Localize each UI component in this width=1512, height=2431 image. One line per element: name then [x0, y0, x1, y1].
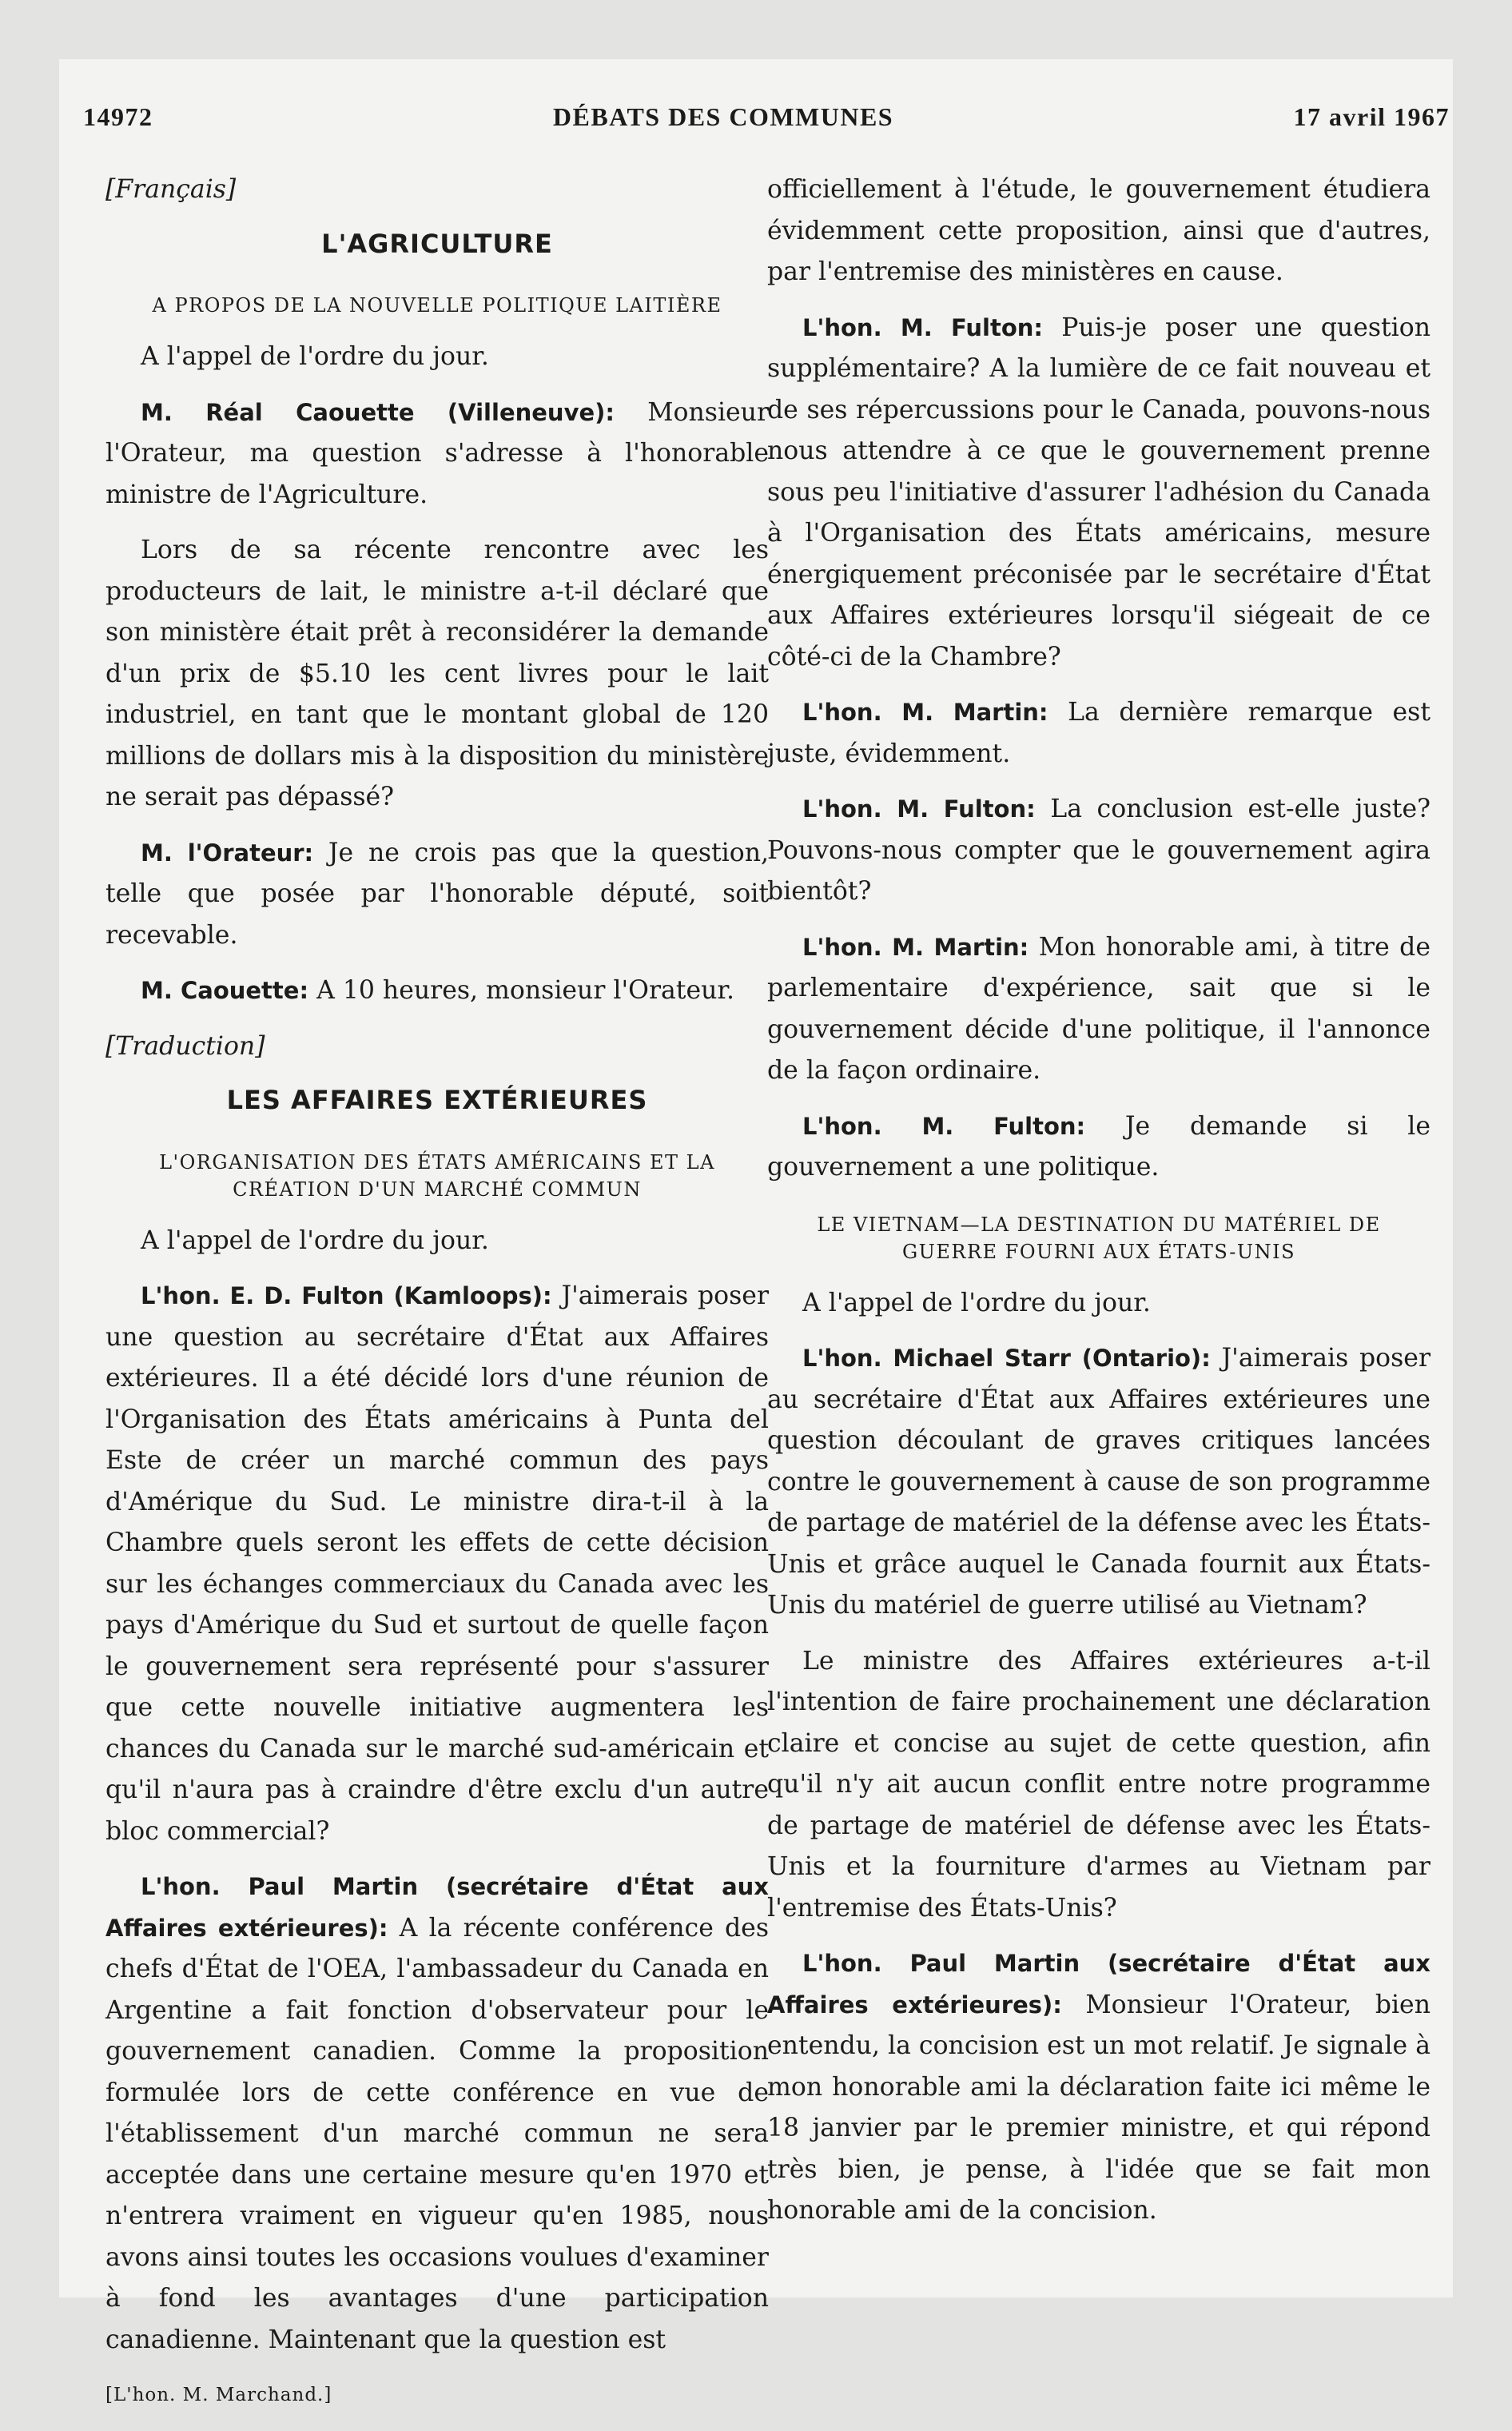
paragraph: A l'appel de l'ordre du jour. [802, 1288, 1151, 1317]
left-column [105, 169, 769, 2431]
section-heading: L'AGRICULTURE [321, 228, 553, 259]
subsection-heading: L'ORGANISATION DES ÉTATS AMÉRICAINS ET LA CRÉATION D'UN MARCHÉ COMMUN [159, 1150, 715, 1201]
speech-text: La conclusion est-elle juste? Pouvons-nous compter que le gouvernement agira bientôt? [767, 795, 1430, 906]
right-column [767, 169, 1430, 2246]
speaker-name: L'hon. M. Fulton: [802, 795, 1036, 823]
speech-text: Je demande si le gouvernement a une politique. [767, 1111, 1431, 1182]
speaker-name: L'hon. Paul Martin (secrétaire d'État aux Affaires extérieures): [105, 1873, 769, 1942]
speaker-name: M. Réal Caouette (Villeneuve): [141, 398, 615, 426]
speaker-name: L'hon. M. Martin: [802, 699, 1048, 726]
speech-text: A 10 heures, monsieur l'Orateur. [308, 976, 734, 1005]
speech-text: Mon honorable ami, à titre de parlementaire d'expérience, sait que si le gouvernement décide d'une politique, il l'annonce de la façon ordinaire. [767, 932, 1430, 1085]
language-marker: [Français] [105, 175, 237, 204]
speech-text: J'aimerais poser une question au secrétaire d'État aux Affaires extérieures. Il a été décidé lors d'une réunion de l'Organisation des États américains à Punta del Este de créer un marché commun des pays d'Amérique du Sud. Le ministre dira-t-il à la Chambre quels seront les effets de cette décision sur les échanges commerciaux du Canada avec les pays d'Amérique du Sud et surtout de quelle façon le gouvernement sera représenté pour s'assurer que cette nouvelle initiative augmentera les chances du Canada sur le marché sud-américain et qu'il n'aura pas à craindre d'être exclu d'un autre bloc commercial? [105, 1281, 770, 1846]
paragraph [767, 1106, 1430, 1189]
speech-text: J'aimerais poser au secrétaire d'État aux Affaires extérieures une question découlant de graves critiques lancées contre le gouvernement à cause de son programme de partage de matériel de la défense avec les États-Unis et grâce auquel le Canada fournit aux États-Unis du matériel de guerre utilisé au Vietnam? [767, 1344, 1430, 1620]
speaker-name: L'hon. Michael Starr (Ontario): [802, 1345, 1211, 1372]
paragraph: A l'appel de l'ordre du jour. [141, 342, 489, 371]
paragraph: Le ministre des Affaires extérieures a-t-il l'intention de faire prochainement une déclaration claire et concise au sujet de cette question, afin qu'il n'y ait aucun conflit entre notre programme de partage de matériel de défense avec les États-Unis et la fourniture d'armes au Vietnam par l'entremise des États-Unis? [767, 1646, 1430, 1923]
paragraph [105, 393, 769, 516]
paragraph: officiellement à l'étude, le gouvernement étudiera évidemment cette proposition, ainsi que d'autres, par l'entremise des ministères en cause. [767, 175, 1430, 286]
speech-text: La dernière remarque est juste, évidemment. [767, 698, 1430, 768]
speech-text: Monsieur l'Orateur, ma question s'adresse à l'honorable ministre de l'Agriculture. [105, 397, 770, 509]
paragraph [767, 789, 1430, 913]
speech-text: A la récente conférence des chefs d'État de l'OEA, l'ambassadeur du Canada en Argentine a fait fonction d'observateur pour le gouvernement canadien. Comme la proposition formulée lors de cette conférence en vue de l'établissement d'un marché commun ne sera acceptée dans une certaine mesure qu'en 1970 et n'entrera vraiment en vigueur qu'en 1985, nous avons ainsi toutes les occasions voulues d'examiner à fond les avantages d'une participation canadienne. Maintenant que la question est [105, 1913, 769, 2354]
page-date: 17 avril 1967 [1293, 102, 1450, 131]
paragraph [105, 970, 769, 1012]
paragraph [767, 1338, 1430, 1627]
speaker-name: M. Caouette: [141, 977, 309, 1004]
paragraph [767, 692, 1430, 775]
speech-text: Monsieur l'Orateur, bien entendu, la concision est un mot relatif. Je signale à mon honorable ami la déclaration faite ici même le 18 janvier par le premier ministre, et qui répond très bien, je pense, à l'idée que se fait mon honorable ami de la concision. [767, 1990, 1430, 2225]
paragraph: A l'appel de l'ordre du jour. [141, 1225, 489, 1255]
paragraph [105, 1276, 769, 1852]
section-heading: LES AFFAIRES EXTÉRIEURES [226, 1085, 648, 1115]
paragraph [767, 927, 1430, 1092]
subsection-heading: LE VIETNAM—LA DESTINATION DU MATÉRIEL DE GUERRE FOURNI AUX ÉTATS-UNIS [817, 1213, 1381, 1263]
paragraph [105, 833, 769, 957]
paragraph [767, 1943, 1430, 2232]
language-marker: [Traduction] [105, 1031, 265, 1061]
speaker-name: L'hon. Paul Martin (secrétaire d'État aux Affaires extérieures): [767, 1950, 1430, 2019]
paragraph: Lors de sa récente rencontre avec les producteurs de lait, le ministre a-t-il déclaré que son ministère était prêt à reconsidérer la demande d'un prix de $5.10 les cent livres pour le lait industriel, en tant que le montant global de 120 millions de dollars mis à la disposition du ministère ne serait pas dépassé? [105, 536, 769, 811]
speaker-name: M. l'Orateur: [141, 839, 314, 867]
page-header [83, 102, 1450, 137]
speech-text: Je ne crois pas que la question, telle que posée par l'honorable député, soit recevable. [105, 838, 769, 950]
speaker-name: L'hon. M. Fulton: [802, 1112, 1086, 1140]
paragraph [767, 308, 1430, 679]
speaker-name: L'hon. M. Martin: [802, 933, 1029, 961]
speaker-name: L'hon. E. D. Fulton (Kamloops): [141, 1282, 552, 1309]
paragraph [105, 1867, 769, 2361]
speaker-name: L'hon. M. Fulton: [802, 313, 1043, 341]
subsection-heading: A PROPOS DE LA NOUVELLE POLITIQUE LAITIÈRE [152, 294, 722, 317]
page-number: 14972 [83, 102, 153, 131]
continuation-footer: [L'hon. M. Marchand.] [105, 2385, 332, 2405]
publication-title: DÉBATS DES COMMUNES [552, 102, 894, 131]
speech-text: Puis-je poser une question supplémentaire? A la lumière de ce fait nouveau et de ses répercussions pour le Canada, pouvons-nous nous attendre à ce que le gouvernement prenne sous peu l'initiative d'assurer l'adhésion du Canada à l'Organisation des États américains, mesure énergiquement préconisée par le secrétaire d'État aux Affaires extérieures lorsqu'il siégeait de ce côté-ci de la Chambre? [767, 313, 1430, 672]
